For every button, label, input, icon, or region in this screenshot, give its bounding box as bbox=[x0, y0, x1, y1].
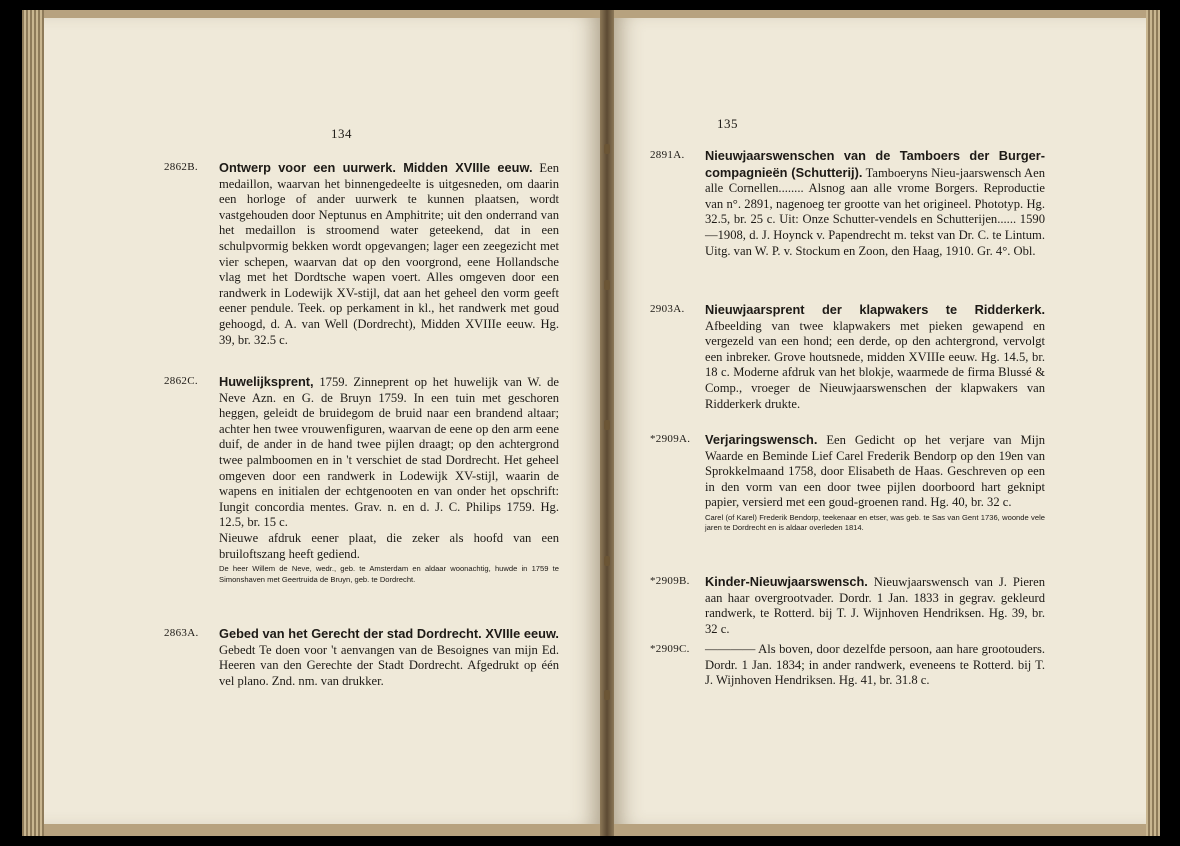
catalog-entry bbox=[650, 574, 1045, 637]
entry-number: 2863A. bbox=[164, 627, 199, 639]
entry-footnote: De heer Willem de Neve, wedr., geb. te Amsterdam en aldaar woonachtig, huwde in 1759 te Simonshaven met Geertruida de Bruyn, geb. te Dordrecht. bbox=[219, 564, 559, 584]
binding-stitch bbox=[604, 690, 610, 700]
entry-text: Gebedt Te doen voor 't aenvangen van de Besoignes van mijn Ed. Heeren van den Gerechte der Stadt Dordrecht. Afgedrukt op één vel plano. Znd. nm. van drukker. bbox=[219, 642, 559, 688]
entry-text: ———— Als boven, door dezelfde persoon, aan hare grootouders. Dordr. 1 Jan. 1834; in ander randwerk, eveneens te Rotterd. bij T. J. Wijnhoven Hendriksen. Hg. 41, br. 31.8 c. bbox=[705, 642, 1045, 688]
catalog-entry bbox=[164, 374, 559, 585]
entry-text: Een medaillon, waarvan het binnengedeelte is uitgesneden, om daarin een horloge of ander uurwerk te kunnen plaatsen, wordt vastgehouden door Neptunus en Amphitrite; uit den onderrand van het medaillon is stroomend water geteekend, dat in een schulpvormig bekken wordt opgevangen; lager een zeegezicht met vier schepen, waarvan dat op den voorgrond, eene Hollandsche vlag met het Dordtsche wapen voert. Alles omgeven door een randwerk in Lodewijk XV-stijl, dat aan het geheel den vorm geeft eener pendule. Teek. op perkament in kl., het randwerk met goud gehoogd, d. A. van Well (Dordrecht), Midden XVIIIe eeuw. Hg. 39, br. 32.5 c. bbox=[219, 161, 559, 347]
entry-heading: Kinder-Nieuwjaarswensch. bbox=[705, 574, 868, 589]
entry-heading: Gebed van het Gerecht der stad Dordrecht. XVIIIe eeuw. bbox=[219, 626, 559, 641]
entry-number: 2862B. bbox=[164, 161, 198, 173]
page-number: 134 bbox=[331, 126, 352, 141]
entry-text: Tamboeryns Nieu-jaarswensch Aen alle Cornellen........ Alsnog aan alle vrome Borgers. Reproductie van n°. 2891, nagenoeg ter grootte van het origineel. Phototyp. Hg. 32.5, br. 25 c. Uit: Onze Schutter-vendels en Schutterijen...... 1590—1908, d. J. Hoynck v. Papendrecht m. tekst van Dr. C. te Lintum. Uitg. van W. P. v. Stockum en Zoon, den Haag, 1910. Gr. 4°. Obl. bbox=[705, 165, 1045, 258]
catalog-entry bbox=[650, 302, 1045, 412]
entry-text: Nieuwjaarswensch van J. Pieren aan haar overgrootvader. Dordr. 1 Jan. 1833 in gegrav. gekleurd randwerk, te Rotterd. bij T. J. Wijnhoven Hendriksen. Hg. 39, br. 32 c. bbox=[705, 575, 1045, 636]
entry-number: *2909C. bbox=[650, 643, 690, 655]
catalog-entry bbox=[650, 432, 1045, 534]
entry-heading: Huwelijksprent, bbox=[219, 374, 314, 389]
right-page bbox=[614, 18, 1146, 824]
binding-stitch bbox=[604, 280, 610, 290]
entry-text-continued: Nieuwe afdruk eener plaat, die zeker als hoofd van een bruiloftszang heeft gediend. bbox=[219, 530, 559, 561]
right-page-edges bbox=[1146, 10, 1160, 836]
entry-heading: Nieuwjaarsprent der klapwakers te Ridderkerk. bbox=[705, 302, 1045, 317]
entry-footnote: Carel (of Karel) Frederik Bendorp, teekenaar en etser, was geb. te Sas van Gent 1736, woonde vele jaren te Dordrecht en is aldaar overleden 1814. bbox=[705, 512, 1045, 533]
entry-number: *2909A. bbox=[650, 433, 691, 445]
binding-stitch bbox=[604, 420, 610, 430]
catalog-entry bbox=[650, 148, 1045, 259]
page-number: 135 bbox=[717, 116, 738, 131]
entry-heading: Ontwerp voor een uurwerk. Midden XVIIIe eeuw. bbox=[219, 160, 533, 175]
entry-text: Een Gedicht op het verjare van Mijn Waarde en Beminde Lief Carel Frederik Bendorp op den 19en van Sprokkelmaand 1758, door Elisabeth de Haas. Geschreven op een in den vorm van een door twee pijlen doorboord hart geknipt papier, versierd met een goud-groenen rand. Hg. 40, br. 32 c. bbox=[705, 433, 1045, 510]
entry-number: 2903A. bbox=[650, 303, 685, 315]
entry-number: 2862C. bbox=[164, 375, 198, 387]
catalog-entry bbox=[650, 642, 1045, 689]
entry-heading: Verjaringswensch. bbox=[705, 432, 818, 447]
open-book bbox=[22, 10, 1160, 836]
entry-text: Afbeelding van twee klapwakers met pieken gewapend en vergezeld van een hond; een derde, op den achtergrond, vervolgt een inbreker. Grove houtsnede, midden XVIIIe eeuw. Hg. 14.5, br. 18 c. Moderne afdruk van het blokje, waarmede de firma Blussé & Comp., vroeger de Nieuwjaarswenschen der klapwakers van Ridderkerk drukte. bbox=[705, 318, 1045, 411]
entry-heading: Nieuwjaarswenschen van de Tamboers der Burger-compagnieën (Schutterij). bbox=[705, 148, 1045, 180]
left-page-edges bbox=[22, 10, 44, 836]
catalog-entry bbox=[164, 626, 559, 689]
entry-number: 2891A. bbox=[650, 149, 685, 161]
left-page bbox=[44, 18, 600, 824]
entry-number: *2909B. bbox=[650, 575, 690, 587]
entry-text: 1759. Zinneprent op het huwelijk van W. de Neve Azn. en G. de Bruyn 1759. In een tuin met geschoren heggen, geleidt de bruidegom de bruid naar een brandend altaar; achter hen twee vrouwenfiguren, waarvan de eene op den arm eene duif, de ander in de hand twee pijlen draagt; op den achtergrond twee palmboomen en in 't verschiet de stad Dordrecht. Het geheel omgeven door een randwerk in Lodewijk XV-stijl, waarin de wapens en initialen der echtgenooten en van onder het opschrift: Iungit concordia mentes. Grav. n. en d. J. C. Philips 1759. Hg. 12.5, br. 15 c. bbox=[219, 375, 559, 530]
binding-stitch bbox=[604, 144, 610, 154]
catalog-entry bbox=[164, 160, 559, 348]
binding-stitch bbox=[604, 556, 610, 566]
